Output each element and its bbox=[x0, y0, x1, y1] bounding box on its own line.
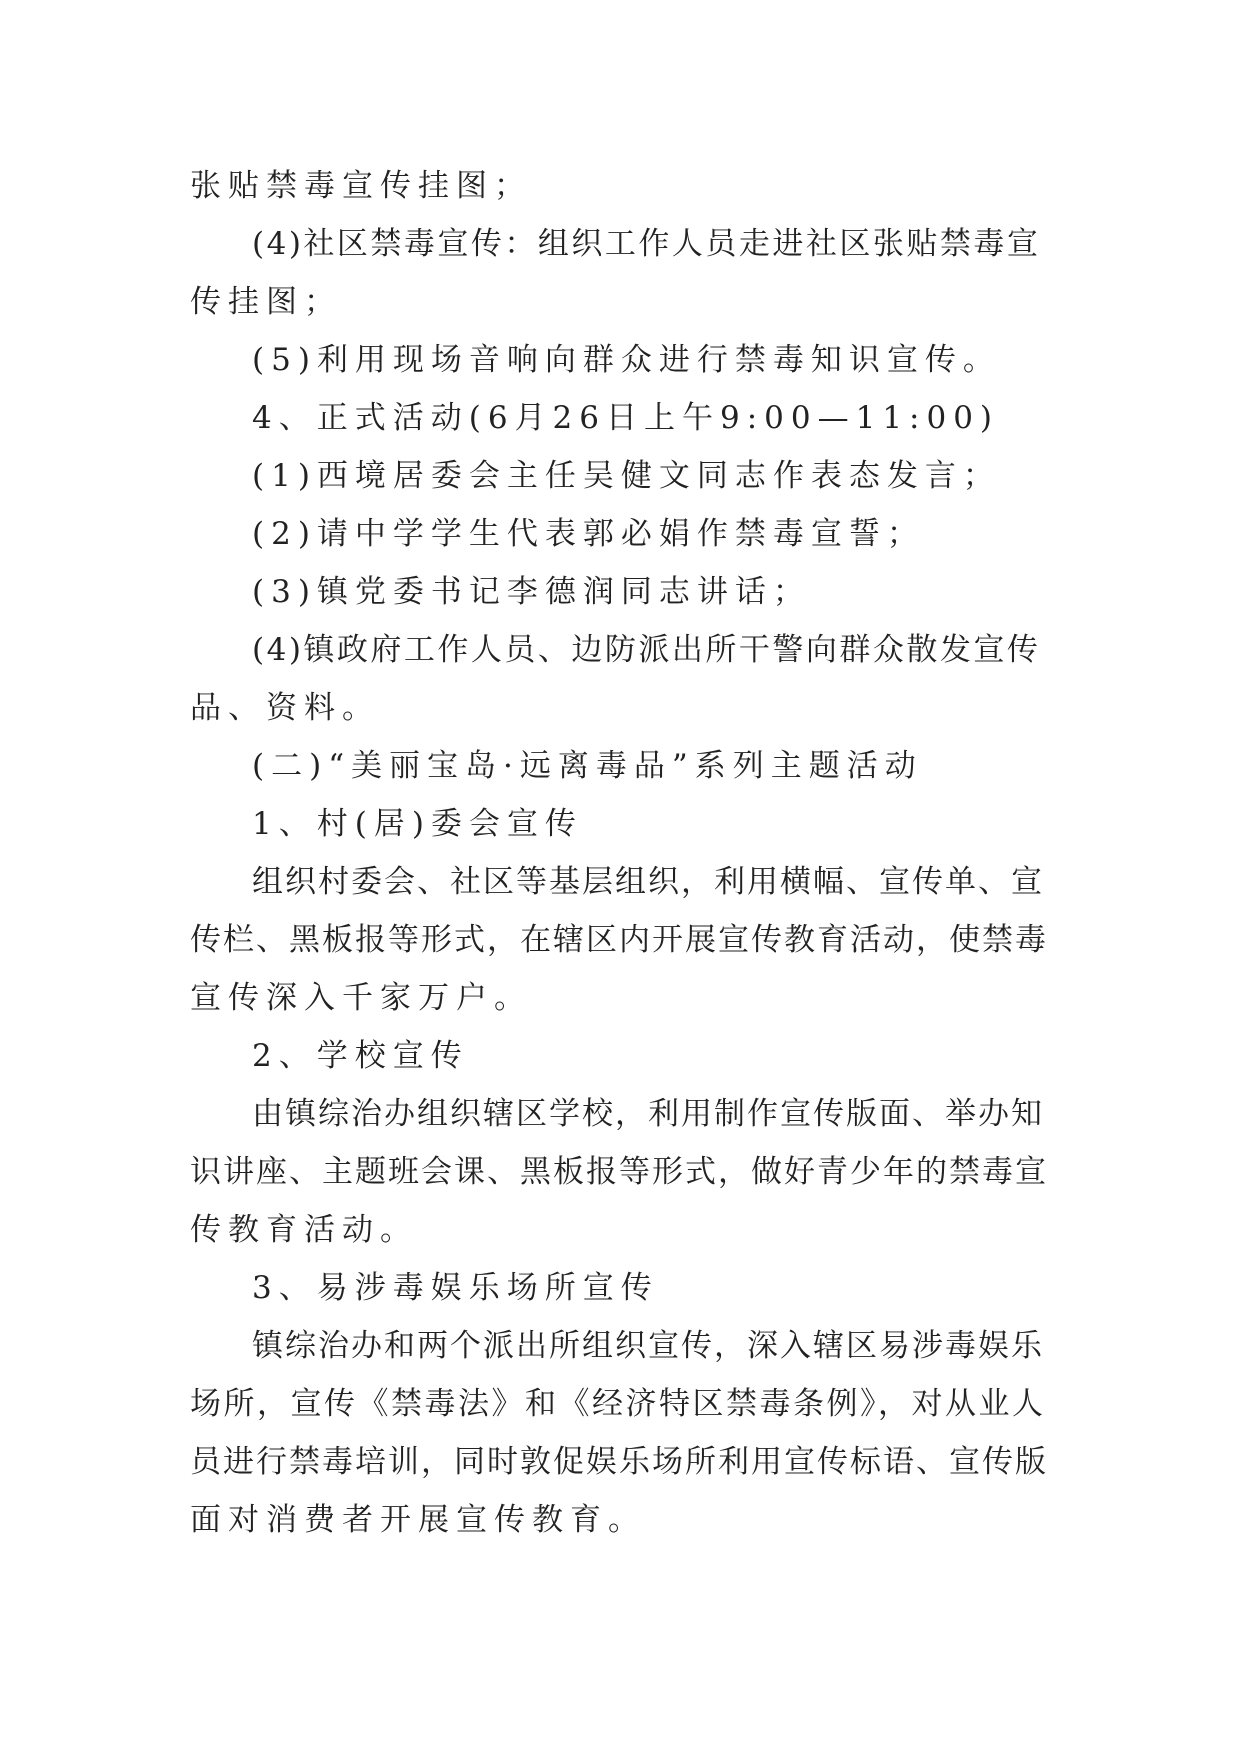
text-line: 张贴禁毒宣传挂图； bbox=[190, 168, 532, 204]
text-line: (3)镇党委书记李德润同志讲话； bbox=[252, 574, 811, 610]
text-line: 传栏、黑板报等形式，在辖区内开展宣传教育活动，使禁毒 bbox=[190, 922, 1048, 958]
subsection-heading: 2、学校宣传 bbox=[252, 1038, 469, 1074]
text-line: (4)社区禁毒宣传：组织工作人员走进社区张贴禁毒宣 bbox=[252, 226, 1041, 262]
text-line: 面对消费者开展宣传教育。 bbox=[190, 1502, 646, 1538]
text-line: 传挂图； bbox=[190, 284, 342, 320]
text-line: 传教育活动。 bbox=[190, 1212, 418, 1248]
subsection-heading: 3、易涉毒娱乐场所宣传 bbox=[252, 1270, 659, 1306]
text-line: (1)西境居委会主任吴健文同志作表态发言； bbox=[252, 458, 1001, 494]
text-line: 镇综治办和两个派出所组织宣传，深入辖区易涉毒娱乐 bbox=[252, 1328, 1044, 1364]
text-line: 由镇综治办组织辖区学校，利用制作宣传版面、举办知 bbox=[252, 1096, 1044, 1132]
text-line: 员进行禁毒培训，同时敦促娱乐场所利用宣传标语、宣传版 bbox=[190, 1444, 1048, 1480]
section-heading: (二)“美丽宝岛·远离毒品”系列主题活动 bbox=[252, 748, 923, 784]
text-line: 4、正式活动(6月26日上午9:00—11:00) bbox=[252, 400, 1000, 436]
subsection-heading: 1、村(居)委会宣传 bbox=[252, 806, 583, 842]
text-line: 场所，宣传《禁毒法》和《经济特区禁毒条例》，对从业人 bbox=[190, 1386, 1046, 1422]
text-line: 品、资料。 bbox=[190, 690, 380, 726]
text-line: 识讲座、主题班会课、黑板报等形式，做好青少年的禁毒宣 bbox=[190, 1154, 1048, 1190]
text-line: 宣传深入千家万户。 bbox=[190, 980, 532, 1016]
text-line: 组织村委会、社区等基层组织，利用横幅、宣传单、宣 bbox=[252, 864, 1044, 900]
text-line: (4)镇政府工作人员、边防派出所干警向群众散发宣传 bbox=[252, 632, 1041, 668]
text-line: (2)请中学学生代表郭必娟作禁毒宣誓； bbox=[252, 516, 925, 552]
text-line: (5)利用现场音响向群众进行禁毒知识宣传。 bbox=[252, 342, 1001, 378]
